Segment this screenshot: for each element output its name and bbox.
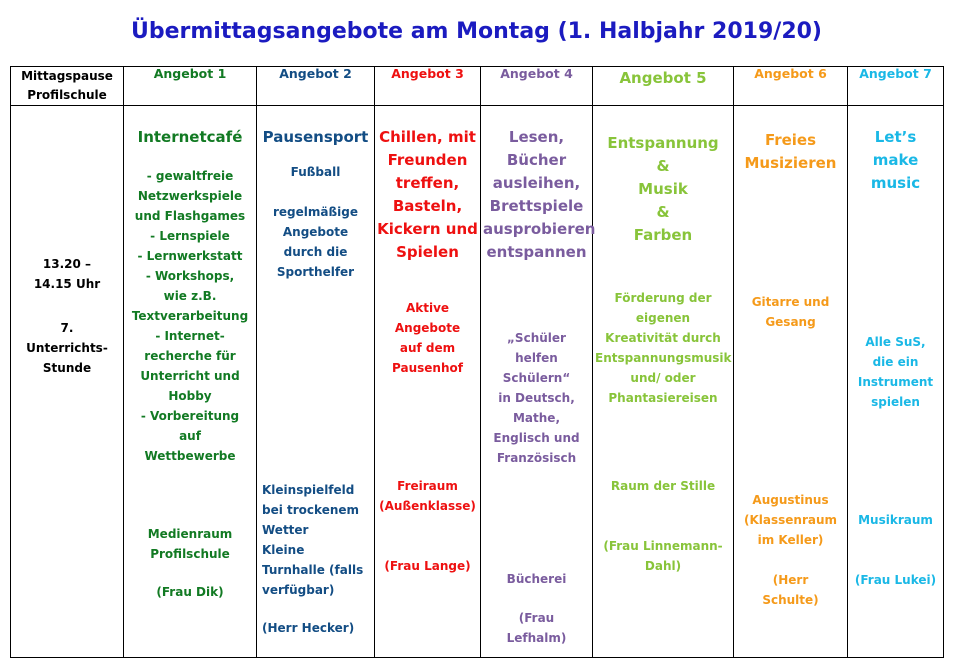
angebot-4-details: „Schüler helfen Schülern“ in Deutsch, Mathe, Englisch und Französisch: [493, 331, 580, 465]
header-angebot-7: Angebot 7: [848, 67, 944, 106]
angebot-6-details: Gitarre und Gesang: [751, 295, 830, 329]
header-angebot-1: Angebot 1: [124, 67, 257, 106]
angebot-3-room: Freiraum (Außenklasse): [379, 479, 476, 513]
header-col0: Mittagspause Profilschule: [11, 67, 124, 106]
angebot-1-room: Medienraum Profilschule: [147, 527, 233, 561]
header-angebot-5: Angebot 5: [593, 67, 734, 106]
angebot-5-teacher: (Frau Linnemann- Dahl): [603, 539, 723, 573]
angebot-3-name: Chillen, mit Freunden treffen, Basteln, Kickern und Spielen: [377, 128, 478, 261]
angebot-4-name: Lesen, Bücher ausleihen, Brettspiele ausprobieren entspannen: [483, 128, 596, 261]
cell-time: [11, 106, 124, 658]
angebot-2-name: Pausensport: [262, 128, 369, 146]
cell-angebot-2: [257, 106, 375, 658]
angebot-1-details: - gewaltfreie Netzwerkspiele und Flashgames - Lernspiele - Lernwerkstatt - Workshops, wie z.B. Textverarbeitung - Internet- recherche für Unterricht und Hobby - Vorbereitung auf Wettbewerbe: [131, 169, 249, 463]
header-angebot-3: Angebot 3: [375, 67, 481, 106]
angebot-3-teacher: (Frau Lange): [384, 559, 471, 573]
angebot-7-teacher: (Frau Lukei): [854, 573, 937, 587]
header-angebot-6: Angebot 6: [734, 67, 848, 106]
content-row: [11, 106, 944, 658]
angebot-7-details: Alle SuS, die ein Instrument spielen: [857, 335, 934, 409]
angebot-4-room: Bücherei: [506, 572, 567, 586]
angebot-2-teacher: (Herr Hecker): [262, 621, 355, 635]
angebot-6-room: Augustinus (Klassenraum im Keller): [743, 493, 838, 547]
page-title: Übermittagsangebote am Montag (1. Halbjahr 2019/20): [131, 19, 822, 44]
angebot-2-room: Kleinspielfeld bei trockenem Wetter Kleine Turnhalle (falls verfügbar): [262, 483, 364, 597]
angebot-6-name: Freies Musizieren: [744, 131, 837, 172]
cell-angebot-7: [848, 106, 944, 658]
schedule-table: [10, 66, 944, 658]
angebot-5-room: Raum der Stille: [610, 479, 716, 493]
angebot-2-details: regelmäßige Angebote durch die Sporthelfer: [273, 205, 358, 279]
cell-angebot-5: [593, 106, 734, 658]
header-angebot-2: Angebot 2: [257, 67, 375, 106]
angebot-1-teacher: (Frau Dik): [156, 585, 224, 599]
angebot-7-name: Let’s make music: [870, 128, 921, 192]
cell-angebot-1: [124, 106, 257, 658]
cell-angebot-3: [375, 106, 481, 658]
angebot-6-teacher: (Herr Schulte): [762, 573, 819, 607]
angebot-7-room: Musikraum: [858, 513, 933, 527]
angebot-3-details: Aktive Angebote auf dem Pausenhof: [392, 301, 463, 375]
angebot-5-name: Entspannung & Musik & Farben: [607, 134, 719, 244]
angebot-4-teacher: (Frau Lefhalm): [506, 611, 567, 645]
cell-angebot-4: [481, 106, 596, 658]
angebot-5-details: Förderung der eigenen Kreativität durch Entspannungsmusik und/ oder Phantasiereisen: [595, 291, 732, 405]
header-angebot-4: Angebot 4: [481, 67, 593, 106]
angebot-1-name: Internetcafé: [137, 128, 243, 146]
angebot-2-sport: Fußball: [290, 165, 341, 179]
header-row: [11, 67, 944, 106]
cell-angebot-6: [734, 106, 848, 658]
period-text: 7. Unterrichts- Stunde: [26, 321, 108, 375]
time-text: 13.20 – 14.15 Uhr: [33, 257, 101, 291]
